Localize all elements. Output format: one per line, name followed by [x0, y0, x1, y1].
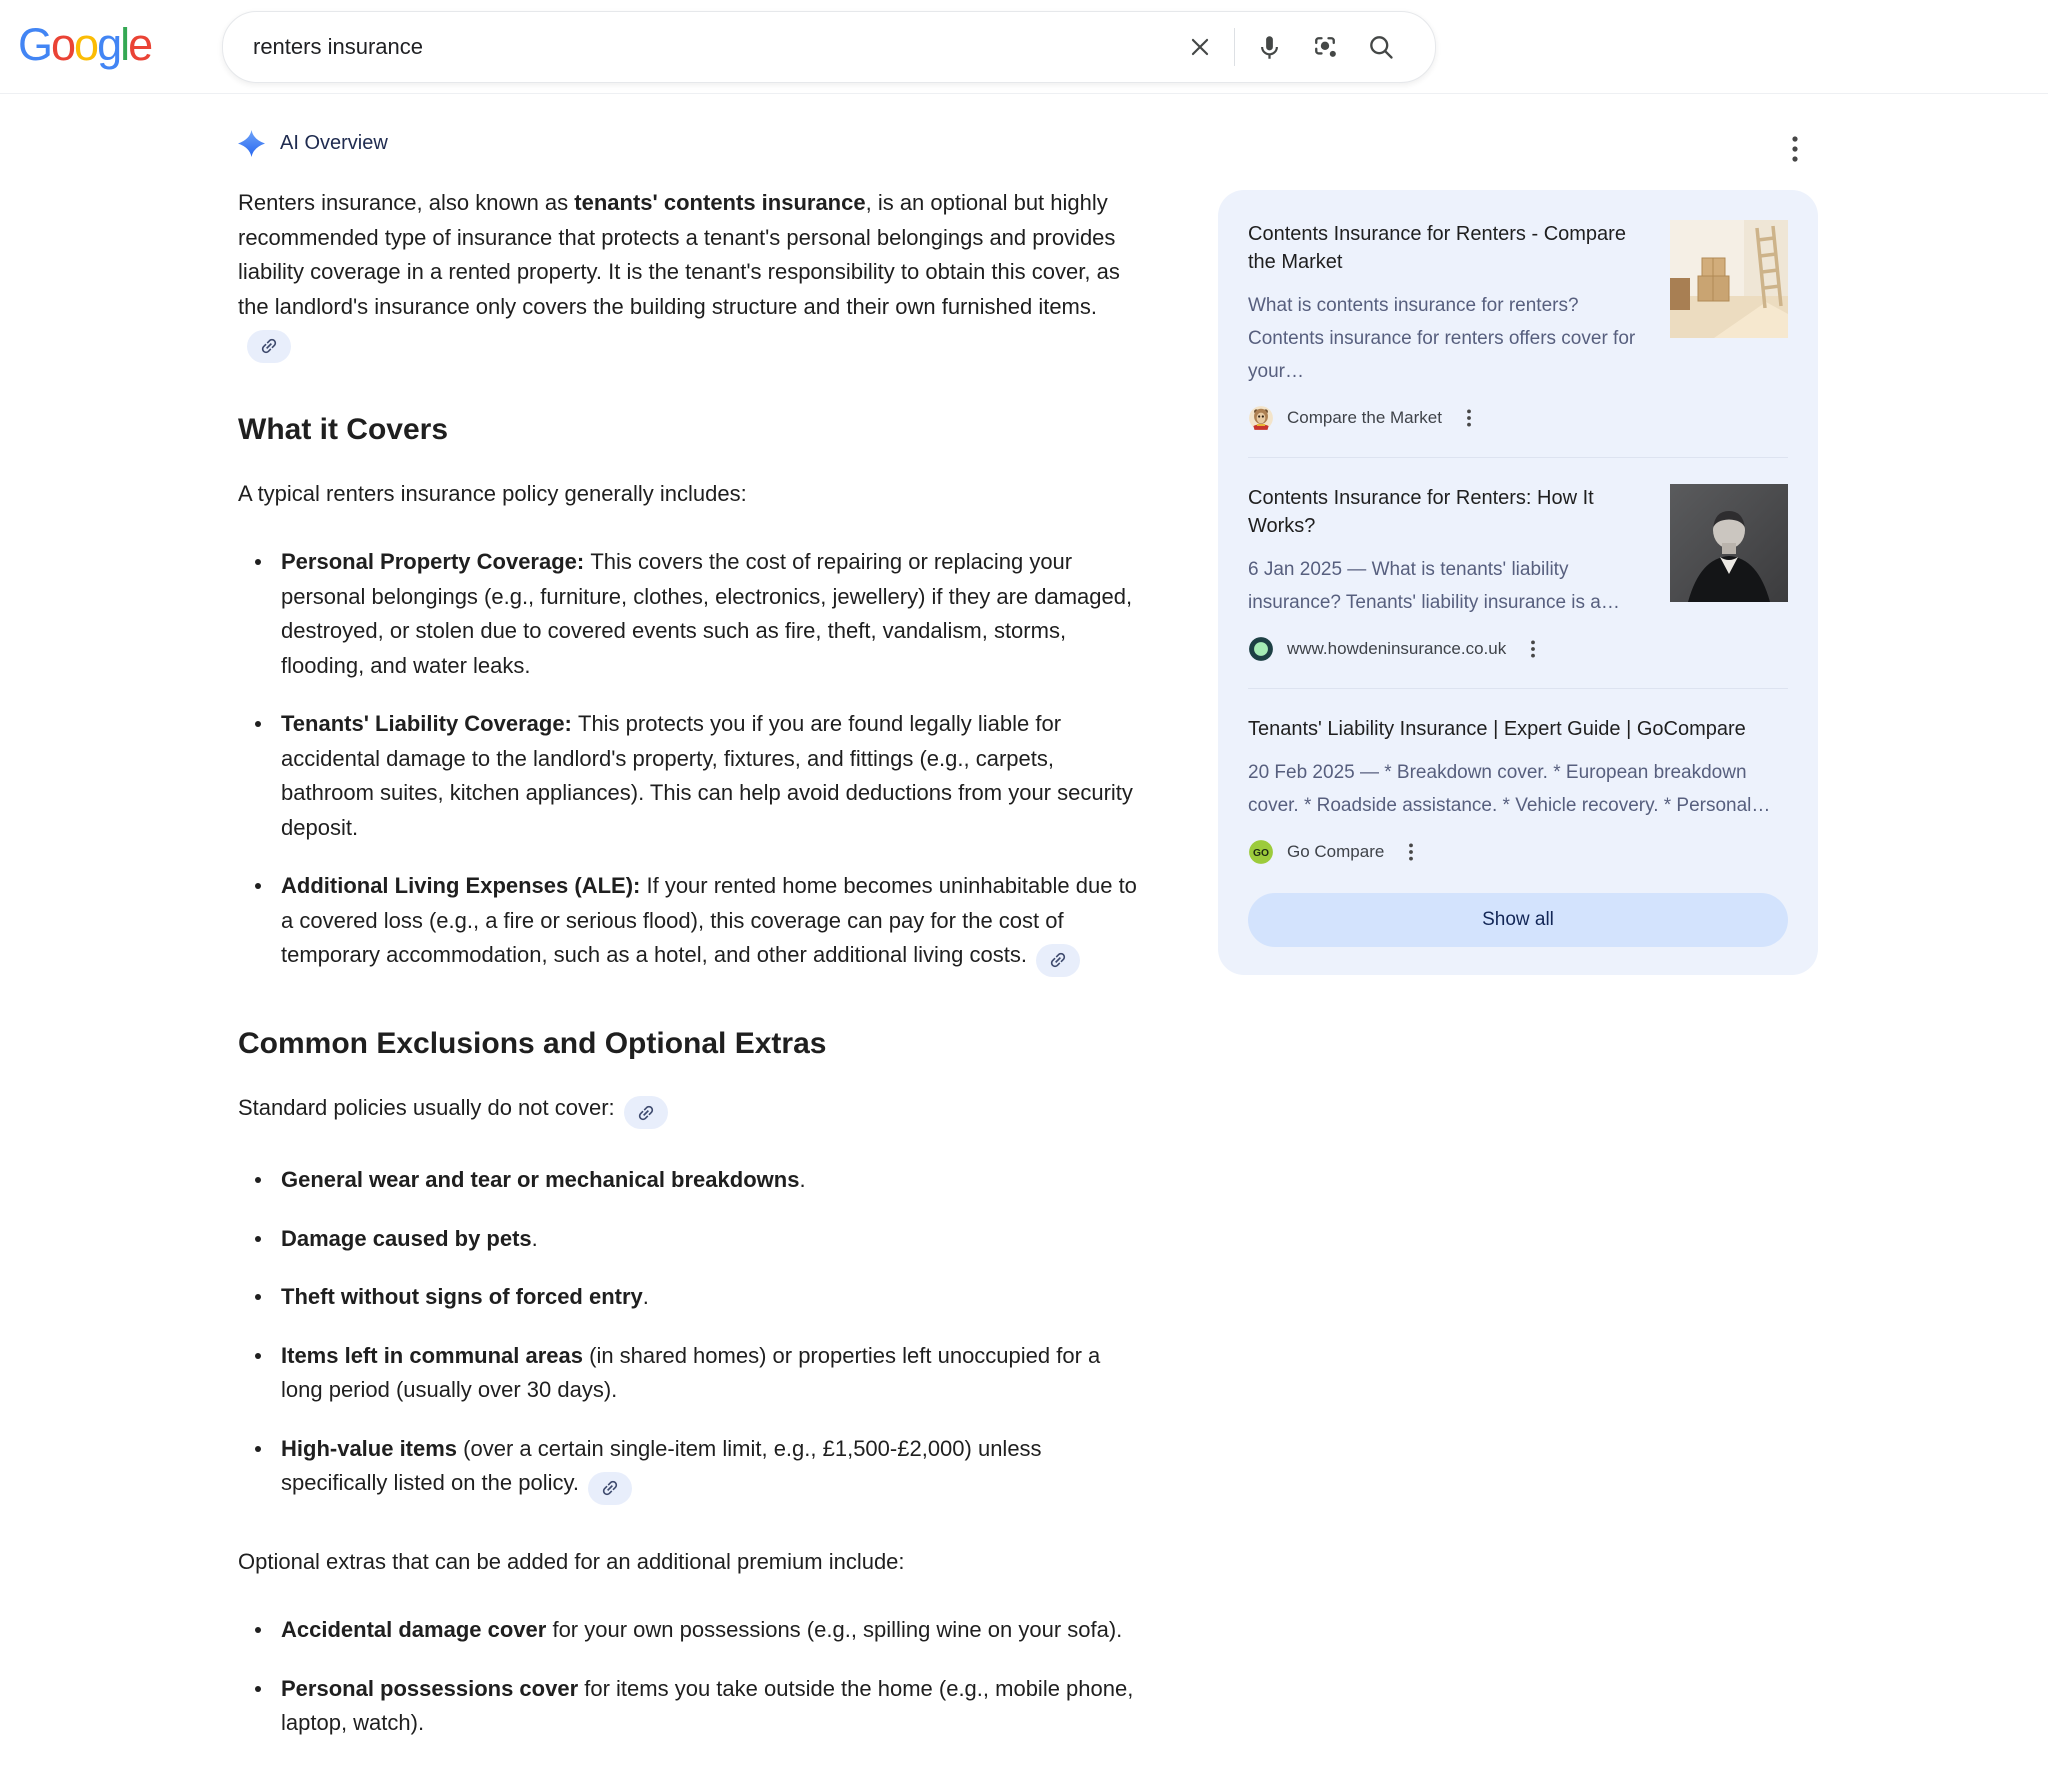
bullet-item — [238, 1672, 1146, 1741]
text-run: . — [531, 1225, 538, 1251]
paragraph — [238, 477, 1146, 512]
bullet-list — [238, 1613, 1146, 1741]
bold-text: Personal Property Coverage: — [281, 549, 591, 574]
bold-text: tenants' contents insurance — [574, 190, 866, 215]
searchbox-icons — [1172, 19, 1435, 75]
bullet-item — [238, 1163, 1146, 1198]
source-name[interactable]: Go Compare — [1287, 842, 1385, 861]
ai-sparkle-icon — [238, 130, 265, 157]
more-options-icon[interactable] — [1463, 405, 1475, 431]
citation-link-icon[interactable] — [588, 1472, 632, 1505]
source-card[interactable] — [1248, 715, 1788, 865]
compare-the-market-meerkat-icon — [1248, 405, 1274, 431]
howden-green-circle-icon — [1248, 636, 1274, 662]
source-attribution-row — [1248, 839, 1788, 865]
bold-text: Tenants' Liability Coverage: — [281, 711, 578, 736]
paragraph — [238, 186, 1146, 363]
logo-letter: g — [97, 19, 121, 70]
sources-list — [1248, 220, 1788, 865]
bullet-item — [238, 869, 1146, 977]
text-run: for items you take outside the home (e.g., mobile phone, laptop, watch). — [281, 1675, 1134, 1735]
section-heading: What it Covers — [238, 412, 449, 446]
bold-text: Items left in communal areas — [281, 1342, 583, 1368]
text-run: (over a certain single-item limit, e.g., £1,500-£2,000) unless specifically listed on the policy. — [281, 1435, 1042, 1495]
source-snippet: 20 Feb 2025 — * Breakdown cover. * European breakdown cover. * Roadside assistance. * Vehicle recovery. * Personal… — [1248, 762, 1771, 816]
ai-overview-body — [238, 172, 1146, 1781]
logo-letter: e — [128, 19, 152, 70]
bold-text: Accidental damage cover — [281, 1617, 547, 1642]
text-run: This protects you if you are found legally liable for accidental damage to the landlord's property, fixtures, and fittings (e.g., carpets, bathroom suites, kitchen appliances). This can help avoid deductions from your security deposit. — [281, 711, 1133, 840]
text-run: (in shared homes) or properties left unoccupied for a long period (usually over 30 days). — [281, 1342, 1101, 1402]
google-lens-icon[interactable] — [1297, 19, 1353, 75]
logo-letter: G — [18, 19, 52, 70]
text-run: Renters insurance, also known as — [238, 190, 575, 215]
source-card[interactable] — [1248, 484, 1788, 662]
bold-text: General wear and tear or mechanical breakdowns — [281, 1167, 800, 1192]
source-attribution-row — [1248, 405, 1640, 431]
sources-panel — [1218, 190, 1818, 975]
article-thumbnail[interactable] — [1670, 220, 1788, 338]
citation-link-icon[interactable] — [624, 1096, 668, 1129]
source-name[interactable]: Compare the Market — [1287, 408, 1442, 427]
logo-letter: l — [120, 19, 129, 70]
clear-search-icon[interactable] — [1172, 19, 1228, 75]
bold-text: Additional Living Expenses (ALE): — [281, 873, 647, 898]
source-snippet: What is contents insurance for renters? Contents insurance for renters offers cover for your… — [1248, 295, 1636, 382]
bullet-item — [238, 707, 1146, 845]
ai-overview-label: AI Overview — [280, 132, 388, 154]
voice-search-mic-icon[interactable] — [1241, 19, 1297, 75]
bullet-item — [238, 1280, 1146, 1315]
svg-text:GO: GO — [1253, 848, 1269, 860]
source-snippet: 6 Jan 2025 — What is tenants' liability insurance? Tenants' liability insurance is a… — [1248, 559, 1620, 613]
text-run: This covers the cost of repairing or replacing your personal belongings (e.g., furniture, clothes, electronics, jewellery) if they are damaged, destroyed, or stolen due to covered events such as fire, theft, vandalism, storms, flooding, and water leaks. — [281, 549, 1133, 678]
section-heading: Common Exclusions and Optional Extras — [238, 1026, 827, 1060]
search-box[interactable] — [222, 11, 1436, 83]
bullet-list — [238, 1163, 1146, 1505]
paragraph — [238, 1091, 1146, 1130]
bullet-list — [238, 545, 1146, 977]
bullet-item — [238, 1613, 1146, 1648]
bullet-item — [238, 1432, 1146, 1505]
searchbox-divider — [1234, 28, 1235, 66]
bullet-item — [238, 1339, 1146, 1408]
show-all-button[interactable]: Show all — [1248, 893, 1788, 947]
text-run: for your own possessions (e.g., spilling wine on your sofa). — [546, 1617, 1123, 1642]
gocompare-go-badge-icon — [1248, 839, 1274, 865]
search-header — [0, 0, 2048, 94]
bold-text: Personal possessions cover — [281, 1675, 579, 1701]
text-run: If your rented home becomes uninhabitable due to a covered loss (e.g., a fire or serious flood), this coverage can pay for the cost of temporary accommodation, such as a hotel, and other additional living costs. — [281, 873, 1137, 967]
more-options-icon[interactable] — [1778, 132, 1812, 166]
bold-text: Theft without signs of forced entry — [281, 1284, 643, 1309]
text-run: A typical renters insurance policy generally includes: — [238, 480, 747, 506]
text-run: Standard policies usually do not cover: — [238, 1094, 615, 1120]
text-run: . — [642, 1284, 649, 1309]
search-input[interactable] — [223, 17, 1172, 77]
bullet-item — [238, 545, 1146, 683]
ai-overview-header — [238, 130, 388, 157]
logo-letter: o — [51, 19, 75, 70]
text-run: Optional extras that can be added for an additional premium include: — [238, 1548, 905, 1574]
source-name[interactable]: www.howdeninsurance.co.uk — [1287, 639, 1507, 658]
source-attribution-row — [1248, 636, 1640, 662]
text-run: , is an optional but highly recommended type of insurance that protects a tenant's personal belongings and provides liability coverage in a rented property. It is the tenant's responsibility to obtain this cover, as the landlord's insurance only covers the building structure and their own furnished items. — [238, 190, 1120, 319]
more-options-icon[interactable] — [1405, 839, 1417, 865]
more-options-icon[interactable] — [1527, 636, 1539, 662]
citation-link-icon[interactable] — [1036, 944, 1080, 977]
article-thumbnail[interactable] — [1670, 484, 1788, 602]
citation-link-icon[interactable] — [247, 330, 291, 363]
logo-letter: o — [74, 19, 98, 70]
google-logo[interactable] — [18, 13, 151, 77]
bullet-item — [238, 1222, 1146, 1257]
source-card[interactable] — [1248, 220, 1788, 431]
card-divider — [1248, 457, 1788, 458]
search-icon[interactable] — [1353, 19, 1409, 75]
bold-text: Damage caused by pets — [281, 1225, 532, 1251]
bold-text: High-value items — [281, 1435, 458, 1461]
source-title[interactable]: Contents Insurance for Renters - Compare the Market — [1248, 223, 1626, 273]
source-title[interactable]: Tenants' Liability Insurance | Expert Guide | GoCompare — [1248, 718, 1746, 740]
source-title[interactable]: Contents Insurance for Renters: How It Works? — [1248, 487, 1594, 537]
paragraph — [238, 1545, 1146, 1580]
text-run: . — [799, 1167, 806, 1192]
card-divider — [1248, 688, 1788, 689]
